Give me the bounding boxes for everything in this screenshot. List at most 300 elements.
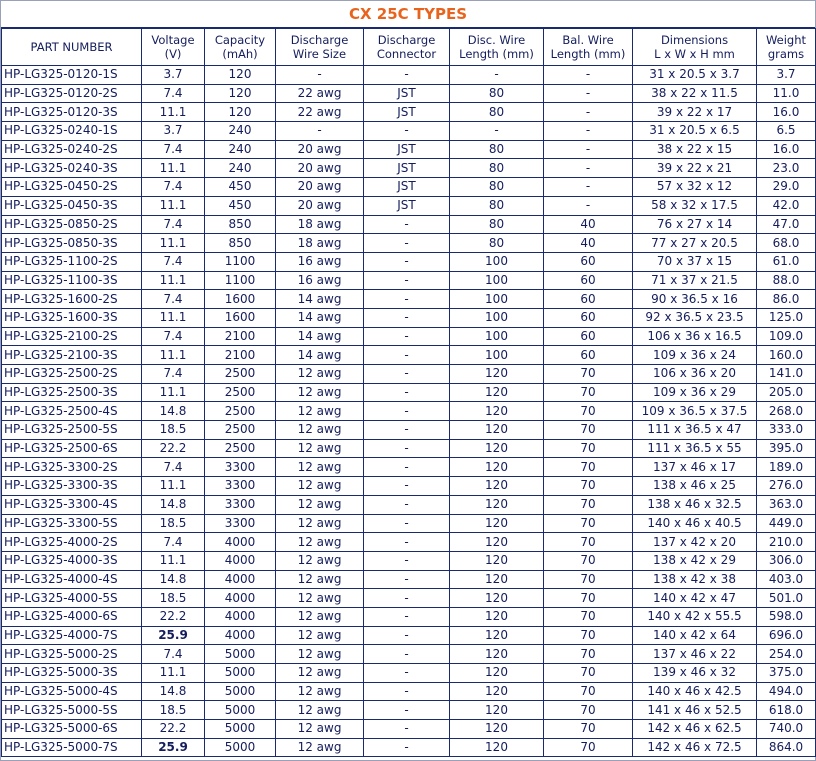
cell-discharge-wire-size: 18 awg: [276, 234, 364, 253]
cell-capacity: 2500: [205, 439, 276, 458]
cell-discharge-connector: -: [364, 458, 450, 477]
column-header-capacity: [205, 29, 276, 66]
cell-capacity: 4000: [205, 607, 276, 626]
cell-disc-wire-length: 100: [450, 252, 544, 271]
cell-dimensions: 140 x 46 x 40.5: [633, 514, 757, 533]
cell-weight: 42.0: [757, 196, 816, 215]
cell-part-number: HP-LG325-0120-1S: [2, 66, 142, 85]
cell-bal-wire-length: -: [544, 122, 633, 141]
cell-voltage: 11.1: [142, 234, 205, 253]
cell-voltage: 7.4: [142, 365, 205, 384]
cell-disc-wire-length: 120: [450, 607, 544, 626]
cell-capacity: 4000: [205, 533, 276, 552]
cell-part-number: HP-LG325-0450-3S: [2, 196, 142, 215]
cell-bal-wire-length: 60: [544, 252, 633, 271]
table-row: [2, 495, 816, 514]
cell-part-number: HP-LG325-0240-2S: [2, 140, 142, 159]
cell-capacity: 3300: [205, 514, 276, 533]
cell-capacity: 5000: [205, 645, 276, 664]
cell-bal-wire-length: -: [544, 66, 633, 85]
cell-capacity: 4000: [205, 551, 276, 570]
cell-bal-wire-length: 70: [544, 645, 633, 664]
battery-spec-table: [1, 28, 816, 757]
table-row: [2, 327, 816, 346]
column-header-line: Disc. Wire: [467, 33, 526, 47]
cell-discharge-wire-size: 12 awg: [276, 720, 364, 739]
cell-disc-wire-length: 120: [450, 533, 544, 552]
cell-discharge-connector: -: [364, 308, 450, 327]
cell-discharge-wire-size: 12 awg: [276, 589, 364, 608]
cell-capacity: 3300: [205, 477, 276, 496]
cell-dimensions: 109 x 36 x 24: [633, 346, 757, 365]
cell-disc-wire-length: 120: [450, 402, 544, 421]
cell-bal-wire-length: 70: [544, 738, 633, 757]
cell-disc-wire-length: 120: [450, 738, 544, 757]
cell-dimensions: 109 x 36.5 x 37.5: [633, 402, 757, 421]
cell-voltage: 3.7: [142, 122, 205, 141]
column-header-line: Connector: [376, 47, 437, 61]
cell-discharge-wire-size: 12 awg: [276, 682, 364, 701]
cell-discharge-wire-size: 20 awg: [276, 140, 364, 159]
cell-disc-wire-length: 80: [450, 84, 544, 103]
cell-weight: 618.0: [757, 701, 816, 720]
cell-dimensions: 137 x 42 x 20: [633, 533, 757, 552]
cell-capacity: 4000: [205, 570, 276, 589]
cell-voltage: 7.4: [142, 84, 205, 103]
cell-capacity: 240: [205, 159, 276, 178]
cell-discharge-wire-size: 12 awg: [276, 439, 364, 458]
cell-discharge-connector: -: [364, 682, 450, 701]
cell-voltage: 3.7: [142, 66, 205, 85]
cell-discharge-wire-size: 12 awg: [276, 402, 364, 421]
cell-dimensions: 138 x 42 x 29: [633, 551, 757, 570]
cell-disc-wire-length: 120: [450, 495, 544, 514]
cell-discharge-connector: -: [364, 383, 450, 402]
cell-weight: 276.0: [757, 477, 816, 496]
cell-discharge-wire-size: 20 awg: [276, 196, 364, 215]
cell-bal-wire-length: -: [544, 103, 633, 122]
table-row: [2, 346, 816, 365]
column-header-bal-wire-length: [544, 29, 633, 66]
cell-voltage: 22.2: [142, 607, 205, 626]
table-row: [2, 308, 816, 327]
cell-dimensions: 140 x 46 x 42.5: [633, 682, 757, 701]
cell-dimensions: 138 x 46 x 25: [633, 477, 757, 496]
table-row: [2, 570, 816, 589]
cell-discharge-connector: -: [364, 720, 450, 739]
cell-discharge-connector: -: [364, 607, 450, 626]
cell-discharge-wire-size: 12 awg: [276, 701, 364, 720]
cell-discharge-connector: JST: [364, 159, 450, 178]
cell-voltage: 7.4: [142, 645, 205, 664]
cell-disc-wire-length: 120: [450, 720, 544, 739]
cell-discharge-wire-size: 14 awg: [276, 327, 364, 346]
cell-discharge-connector: JST: [364, 84, 450, 103]
cell-disc-wire-length: 100: [450, 271, 544, 290]
cell-part-number: HP-LG325-1600-3S: [2, 308, 142, 327]
cell-dimensions: 70 x 37 x 15: [633, 252, 757, 271]
cell-discharge-connector: -: [364, 645, 450, 664]
table-row: [2, 196, 816, 215]
cell-weight: 23.0: [757, 159, 816, 178]
cell-part-number: HP-LG325-1100-3S: [2, 271, 142, 290]
table-row: [2, 589, 816, 608]
cell-dimensions: 39 x 22 x 17: [633, 103, 757, 122]
column-header-line: (V): [164, 47, 182, 61]
cell-discharge-wire-size: 12 awg: [276, 383, 364, 402]
cell-dimensions: 140 x 42 x 55.5: [633, 607, 757, 626]
cell-capacity: 850: [205, 234, 276, 253]
cell-voltage: 22.2: [142, 439, 205, 458]
cell-bal-wire-length: 40: [544, 215, 633, 234]
cell-disc-wire-length: 80: [450, 140, 544, 159]
cell-weight: 29.0: [757, 178, 816, 197]
column-header-dimensions: [633, 29, 757, 66]
table-row: [2, 84, 816, 103]
cell-dimensions: 139 x 46 x 32: [633, 664, 757, 683]
column-header-line: Length (mm): [459, 47, 534, 61]
cell-discharge-wire-size: 12 awg: [276, 738, 364, 757]
cell-disc-wire-length: 120: [450, 701, 544, 720]
cell-disc-wire-length: 80: [450, 215, 544, 234]
cell-part-number: HP-LG325-0850-3S: [2, 234, 142, 253]
cell-disc-wire-length: 120: [450, 570, 544, 589]
cell-bal-wire-length: 70: [544, 402, 633, 421]
cell-capacity: 120: [205, 84, 276, 103]
cell-disc-wire-length: 120: [450, 421, 544, 440]
cell-dimensions: 90 x 36.5 x 16: [633, 290, 757, 309]
cell-weight: 210.0: [757, 533, 816, 552]
cell-discharge-connector: -: [364, 533, 450, 552]
cell-voltage: 25.9: [142, 626, 205, 645]
cell-bal-wire-length: 70: [544, 365, 633, 384]
cell-discharge-connector: -: [364, 215, 450, 234]
cell-bal-wire-length: -: [544, 178, 633, 197]
cell-part-number: HP-LG325-5000-3S: [2, 664, 142, 683]
cell-bal-wire-length: 70: [544, 477, 633, 496]
table-row: [2, 271, 816, 290]
cell-weight: 205.0: [757, 383, 816, 402]
cell-part-number: HP-LG325-5000-4S: [2, 682, 142, 701]
cell-dimensions: 141 x 46 x 52.5: [633, 701, 757, 720]
cell-disc-wire-length: 120: [450, 589, 544, 608]
cell-weight: 501.0: [757, 589, 816, 608]
cell-voltage: 7.4: [142, 252, 205, 271]
cell-bal-wire-length: 40: [544, 234, 633, 253]
cell-voltage: 7.4: [142, 533, 205, 552]
cell-part-number: HP-LG325-5000-2S: [2, 645, 142, 664]
cell-bal-wire-length: 70: [544, 458, 633, 477]
cell-voltage: 7.4: [142, 215, 205, 234]
table-body: [2, 66, 816, 757]
column-header-part-number: [2, 29, 142, 66]
cell-discharge-wire-size: 16 awg: [276, 252, 364, 271]
table-row: [2, 645, 816, 664]
cell-dimensions: 142 x 46 x 72.5: [633, 738, 757, 757]
cell-capacity: 240: [205, 122, 276, 141]
cell-discharge-wire-size: 14 awg: [276, 346, 364, 365]
cell-part-number: HP-LG325-4000-7S: [2, 626, 142, 645]
cell-dimensions: 71 x 37 x 21.5: [633, 271, 757, 290]
table-row: [2, 159, 816, 178]
cell-voltage: 14.8: [142, 682, 205, 701]
column-header-line: Capacity: [214, 33, 266, 47]
cell-voltage: 7.4: [142, 458, 205, 477]
cell-discharge-wire-size: 12 awg: [276, 664, 364, 683]
cell-part-number: HP-LG325-2100-3S: [2, 346, 142, 365]
table-row: [2, 122, 816, 141]
table-row: [2, 215, 816, 234]
cell-part-number: HP-LG325-2500-2S: [2, 365, 142, 384]
cell-discharge-connector: -: [364, 626, 450, 645]
cell-weight: 6.5: [757, 122, 816, 141]
cell-capacity: 2100: [205, 327, 276, 346]
cell-capacity: 2500: [205, 421, 276, 440]
column-header-discharge-connector: [364, 29, 450, 66]
cell-part-number: HP-LG325-4000-2S: [2, 533, 142, 552]
cell-voltage: 22.2: [142, 720, 205, 739]
cell-bal-wire-length: 70: [544, 383, 633, 402]
cell-discharge-connector: -: [364, 589, 450, 608]
cell-discharge-wire-size: 22 awg: [276, 84, 364, 103]
cell-dimensions: 38 x 22 x 15: [633, 140, 757, 159]
cell-discharge-connector: JST: [364, 178, 450, 197]
table-row: [2, 533, 816, 552]
cell-weight: 375.0: [757, 664, 816, 683]
cell-weight: 141.0: [757, 365, 816, 384]
cell-weight: 395.0: [757, 439, 816, 458]
cell-discharge-wire-size: 12 awg: [276, 421, 364, 440]
cell-bal-wire-length: 70: [544, 421, 633, 440]
cell-discharge-connector: -: [364, 234, 450, 253]
cell-weight: 449.0: [757, 514, 816, 533]
cell-discharge-connector: JST: [364, 140, 450, 159]
cell-discharge-connector: -: [364, 495, 450, 514]
cell-capacity: 450: [205, 196, 276, 215]
cell-voltage: 7.4: [142, 140, 205, 159]
table-row: [2, 720, 816, 739]
cell-bal-wire-length: 70: [544, 589, 633, 608]
cell-capacity: 1600: [205, 290, 276, 309]
cell-disc-wire-length: 120: [450, 682, 544, 701]
table-row: [2, 701, 816, 720]
cell-dimensions: 106 x 36 x 20: [633, 365, 757, 384]
cell-discharge-connector: -: [364, 290, 450, 309]
cell-disc-wire-length: 120: [450, 439, 544, 458]
cell-discharge-connector: -: [364, 664, 450, 683]
cell-voltage: 18.5: [142, 701, 205, 720]
cell-bal-wire-length: 70: [544, 607, 633, 626]
cell-weight: 189.0: [757, 458, 816, 477]
cell-voltage: 7.4: [142, 178, 205, 197]
cell-discharge-connector: -: [364, 346, 450, 365]
cell-voltage: 11.1: [142, 196, 205, 215]
cell-disc-wire-length: 120: [450, 514, 544, 533]
cell-disc-wire-length: 120: [450, 645, 544, 664]
cell-dimensions: 137 x 46 x 17: [633, 458, 757, 477]
cell-part-number: HP-LG325-3300-3S: [2, 477, 142, 496]
cell-dimensions: 58 x 32 x 17.5: [633, 196, 757, 215]
cell-capacity: 3300: [205, 458, 276, 477]
cell-capacity: 120: [205, 66, 276, 85]
cell-discharge-connector: -: [364, 514, 450, 533]
cell-discharge-connector: JST: [364, 103, 450, 122]
cell-discharge-connector: -: [364, 271, 450, 290]
cell-disc-wire-length: 120: [450, 477, 544, 496]
cell-bal-wire-length: 70: [544, 439, 633, 458]
cell-capacity: 450: [205, 178, 276, 197]
cell-bal-wire-length: -: [544, 140, 633, 159]
table-row: [2, 383, 816, 402]
cell-voltage: 11.1: [142, 103, 205, 122]
cell-disc-wire-length: 120: [450, 664, 544, 683]
column-header-discharge-wire-size: [276, 29, 364, 66]
cell-bal-wire-length: 70: [544, 682, 633, 701]
cell-discharge-wire-size: 12 awg: [276, 477, 364, 496]
column-header-line: Weight: [765, 33, 807, 47]
table-row: [2, 738, 816, 757]
cell-disc-wire-length: -: [450, 66, 544, 85]
column-header-voltage: [142, 29, 205, 66]
cell-weight: 333.0: [757, 421, 816, 440]
cell-discharge-wire-size: 16 awg: [276, 271, 364, 290]
cell-capacity: 1100: [205, 252, 276, 271]
cell-discharge-connector: -: [364, 327, 450, 346]
cell-weight: 403.0: [757, 570, 816, 589]
cell-part-number: HP-LG325-5000-7S: [2, 738, 142, 757]
cell-discharge-wire-size: 14 awg: [276, 290, 364, 309]
cell-voltage: 18.5: [142, 421, 205, 440]
cell-discharge-wire-size: 12 awg: [276, 458, 364, 477]
table-row: [2, 103, 816, 122]
cell-disc-wire-length: 80: [450, 234, 544, 253]
table-row: [2, 439, 816, 458]
cell-weight: 696.0: [757, 626, 816, 645]
cell-capacity: 5000: [205, 720, 276, 739]
cell-voltage: 14.8: [142, 570, 205, 589]
column-header-disc-wire-length: [450, 29, 544, 66]
cell-capacity: 240: [205, 140, 276, 159]
cell-part-number: HP-LG325-5000-6S: [2, 720, 142, 739]
table-row: [2, 66, 816, 85]
cell-dimensions: 142 x 46 x 62.5: [633, 720, 757, 739]
cell-discharge-wire-size: 20 awg: [276, 178, 364, 197]
cell-discharge-connector: -: [364, 551, 450, 570]
table-row: [2, 290, 816, 309]
cell-voltage: 14.8: [142, 402, 205, 421]
cell-part-number: HP-LG325-4000-4S: [2, 570, 142, 589]
cell-weight: 268.0: [757, 402, 816, 421]
cell-voltage: 7.4: [142, 290, 205, 309]
cell-dimensions: 140 x 42 x 64: [633, 626, 757, 645]
cell-weight: 3.7: [757, 66, 816, 85]
cell-dimensions: 31 x 20.5 x 6.5: [633, 122, 757, 141]
cell-capacity: 5000: [205, 682, 276, 701]
cell-disc-wire-length: 100: [450, 327, 544, 346]
cell-dimensions: 76 x 27 x 14: [633, 215, 757, 234]
cell-disc-wire-length: 120: [450, 458, 544, 477]
table-row: [2, 514, 816, 533]
cell-dimensions: 31 x 20.5 x 3.7: [633, 66, 757, 85]
cell-dimensions: 92 x 36.5 x 23.5: [633, 308, 757, 327]
table-row: [2, 458, 816, 477]
column-header-line: Dimensions: [660, 33, 729, 47]
cell-bal-wire-length: 70: [544, 664, 633, 683]
cell-weight: 864.0: [757, 738, 816, 757]
cell-bal-wire-length: 70: [544, 533, 633, 552]
cell-discharge-connector: -: [364, 122, 450, 141]
cell-capacity: 4000: [205, 589, 276, 608]
cell-part-number: HP-LG325-2500-4S: [2, 402, 142, 421]
table-row: [2, 664, 816, 683]
cell-bal-wire-length: -: [544, 84, 633, 103]
cell-voltage: 11.1: [142, 346, 205, 365]
cell-part-number: HP-LG325-2500-3S: [2, 383, 142, 402]
cell-dimensions: 111 x 36.5 x 55: [633, 439, 757, 458]
cell-weight: 306.0: [757, 551, 816, 570]
cell-part-number: HP-LG325-0240-1S: [2, 122, 142, 141]
cell-disc-wire-length: 80: [450, 159, 544, 178]
cell-part-number: HP-LG325-4000-3S: [2, 551, 142, 570]
cell-part-number: HP-LG325-0120-3S: [2, 103, 142, 122]
cell-dimensions: 138 x 42 x 38: [633, 570, 757, 589]
cell-bal-wire-length: -: [544, 196, 633, 215]
cell-capacity: 5000: [205, 738, 276, 757]
cell-capacity: 1100: [205, 271, 276, 290]
cell-discharge-connector: JST: [364, 196, 450, 215]
column-header-line: Discharge: [290, 33, 349, 47]
cell-capacity: 850: [205, 215, 276, 234]
cell-part-number: HP-LG325-1600-2S: [2, 290, 142, 309]
cell-bal-wire-length: 60: [544, 308, 633, 327]
cell-part-number: HP-LG325-0240-3S: [2, 159, 142, 178]
cell-discharge-wire-size: 14 awg: [276, 308, 364, 327]
cell-discharge-connector: -: [364, 477, 450, 496]
cell-capacity: 120: [205, 103, 276, 122]
table-row: [2, 607, 816, 626]
column-header-weight: [757, 29, 816, 66]
cell-capacity: 1600: [205, 308, 276, 327]
cell-part-number: HP-LG325-1100-2S: [2, 252, 142, 271]
cell-weight: 109.0: [757, 327, 816, 346]
column-header-line: Bal. Wire: [562, 33, 614, 47]
cell-discharge-wire-size: 12 awg: [276, 365, 364, 384]
table-row: [2, 477, 816, 496]
cell-part-number: HP-LG325-3300-2S: [2, 458, 142, 477]
cell-voltage: 25.9: [142, 738, 205, 757]
cell-discharge-connector: -: [364, 402, 450, 421]
column-header-line: (mAh): [222, 47, 258, 61]
cell-discharge-connector: -: [364, 701, 450, 720]
cell-capacity: 2500: [205, 365, 276, 384]
table-row: [2, 421, 816, 440]
cell-capacity: 2500: [205, 383, 276, 402]
column-header-line: Voltage: [151, 33, 195, 47]
cell-dimensions: 57 x 32 x 12: [633, 178, 757, 197]
cell-voltage: 11.1: [142, 159, 205, 178]
table-row: [2, 402, 816, 421]
table-row: [2, 140, 816, 159]
cell-discharge-connector: -: [364, 365, 450, 384]
cell-disc-wire-length: 120: [450, 551, 544, 570]
cell-capacity: 2500: [205, 402, 276, 421]
cell-disc-wire-length: 120: [450, 383, 544, 402]
cell-dimensions: 106 x 36 x 16.5: [633, 327, 757, 346]
cell-weight: 16.0: [757, 103, 816, 122]
column-header-line: L x W x H mm: [654, 47, 735, 61]
cell-voltage: 11.1: [142, 551, 205, 570]
cell-weight: 16.0: [757, 140, 816, 159]
